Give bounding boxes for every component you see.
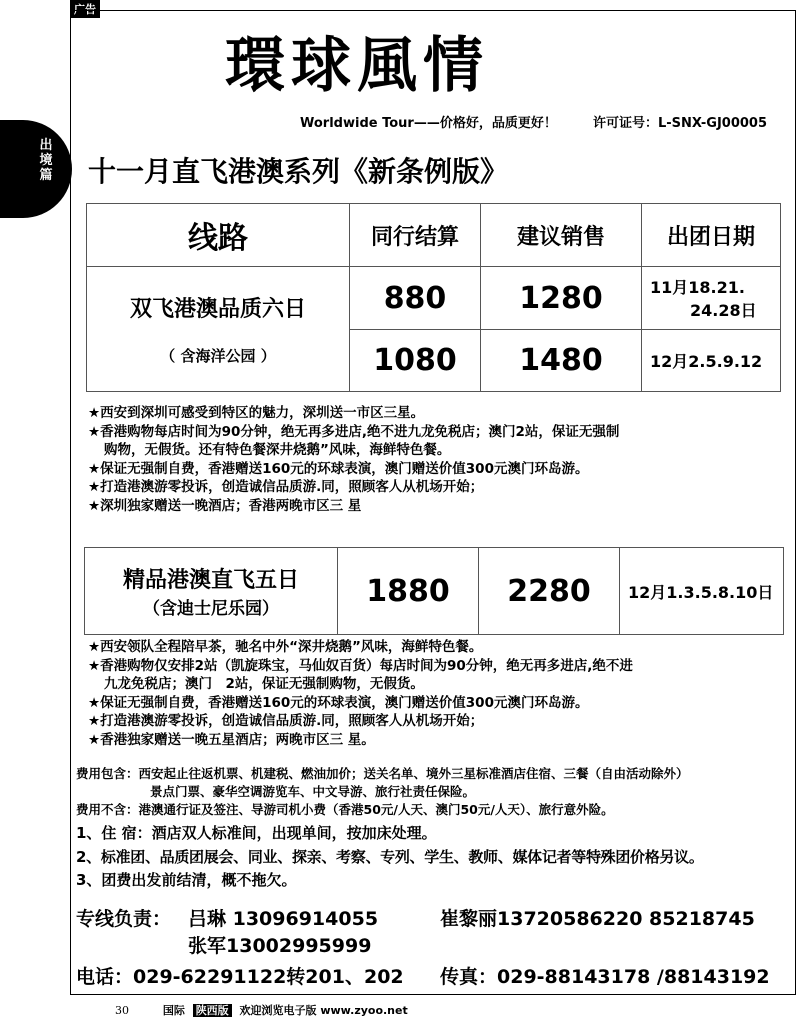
settle-price: 880 <box>350 267 481 330</box>
table-row <box>85 548 784 635</box>
list-item: ★西安领队全程陪早茶，驰名中外“深井烧鹅”风味，海鲜特色餐。 <box>88 639 483 655</box>
header-sale: 建议销售 <box>481 204 642 267</box>
fee-include: 费用包含：西安起止往返机票、机建税、燃油加价；送关名单、境外三星标准酒店住宿、三餐（自由活动除外） <box>76 766 689 781</box>
footer-site: 欢迎浏览电子版 www.zyoo.net <box>239 1004 408 1017</box>
contact-person: 吕琳 13096914055 <box>188 908 379 930</box>
departure-dates: 12月1.3.5.8.10日 <box>620 548 784 635</box>
route-name: 精品港澳直飞五日 <box>122 568 299 593</box>
list-item: ★西安到深圳可感受到特区的魅力，深圳送一市区三星。 <box>88 405 425 421</box>
fee-exclude: 费用不含：港澳通行证及签注、导游司机小费（香港50元/人天、澳门50元/人天）、旅行意外险。 <box>76 802 614 817</box>
price-table-five-day <box>84 547 784 635</box>
page-number: 30 <box>115 1004 129 1017</box>
list-item: 购物，无假货。还有特色餐深井烧鹅”风味，海鲜特色餐。 <box>104 442 451 458</box>
fee-details <box>76 765 689 819</box>
sale-price: 2280 <box>479 548 620 635</box>
price-table-six-day <box>86 203 781 392</box>
brand-logo-text: 環球風情 <box>225 31 489 101</box>
dates-line: 24.28日 <box>690 301 757 320</box>
list-item: 3、团费出发前结清，概不拖欠。 <box>76 871 297 889</box>
footer-section: 国际 <box>162 1004 185 1017</box>
section-tab <box>0 120 72 218</box>
list-item: ★香港购物每店时间为90分钟，绝无再多进店,绝不进九龙免税店；澳门2站，保证无强制 <box>88 423 620 440</box>
route-sub: （含迪士尼乐园） <box>143 599 279 619</box>
list-item: ★保证无强制自费，香港赠送160元的环球表演，澳门赠送价值300元澳门环岛游。 <box>88 694 589 711</box>
route-sub: （ 含海洋公园 ） <box>160 347 276 365</box>
notes-list <box>76 822 704 893</box>
list-item: ★保证无强制自费，香港赠送160元的环球表演，澳门赠送价值300元澳门环岛游。 <box>88 460 589 477</box>
sale-price: 1280 <box>481 267 642 330</box>
table-row <box>87 267 781 330</box>
sale-price: 1480 <box>481 330 642 392</box>
footer-edition: 陕西版 <box>193 1004 232 1017</box>
fee-include-cont: 景点门票、豪华空调游览车、中文导游、旅行社责任保险。 <box>150 784 476 799</box>
list-item: ★打造港澳游零投诉，创造诚信品质游.同，照顾客人从机场开始； <box>88 479 484 495</box>
dates-line: 12月2.5.9.12 <box>650 352 763 371</box>
route-name: 双飞港澳品质六日 <box>129 297 306 322</box>
feature-list-five-day <box>88 638 633 749</box>
phone-number: 电话：029-62291122转201、202 <box>76 966 404 988</box>
dates-line: 11月18.21. <box>650 278 745 297</box>
feature-list-six-day <box>88 404 619 515</box>
tagline: Worldwide Tour——价格好，品质更好！ <box>300 116 557 131</box>
page-title: 十一月直飞港澳系列《新条例版》 <box>88 155 509 188</box>
section-tab-label: 出境篇 <box>39 138 53 183</box>
departure-dates <box>642 330 781 392</box>
settle-price: 1880 <box>338 548 479 635</box>
list-item: ★香港独家赠送一晚五星酒店；两晚市区三 星。 <box>88 731 375 748</box>
list-item: ★香港购物仅安排2站（凯旋珠宝，马仙奴百货）每店时间为90分钟，绝无再多进店,绝不进 <box>88 657 633 674</box>
list-item: ★深圳独家赠送一晚酒店；香港两晚市区三 星 <box>88 497 362 514</box>
route-cell <box>87 267 350 392</box>
route-cell <box>85 548 338 635</box>
header-dates: 出团日期 <box>642 204 781 267</box>
list-item: 九龙免税店；澳门 2站，保证无强制购物，无假货。 <box>104 676 424 692</box>
license-number: 许可证号：L-SNX-GJ00005 <box>593 116 768 131</box>
contact-person: 张军13002995999 <box>188 935 372 957</box>
list-item: 1、住 宿：酒店双人标准间，出现单间，按加床处理。 <box>76 824 437 842</box>
departure-dates <box>642 267 781 330</box>
header-settle: 同行结算 <box>350 204 481 267</box>
list-item: 2、标准团、品质团展会、同业、探亲、考察、专列、学生、教师、媒体记者等特殊团价格另议。 <box>76 847 704 866</box>
settle-price: 1080 <box>350 330 481 392</box>
contact-person: 崔黎丽13720586220 85218745 <box>440 908 755 930</box>
header-route: 线路 <box>87 204 350 267</box>
contact-label: 专线负责： <box>76 908 172 930</box>
ad-label: 广告 <box>70 0 100 18</box>
fax-number: 传真：029-88143178 /88143192 <box>440 966 770 988</box>
list-item: ★打造港澳游零投诉，创造诚信品质游.同，照顾客人从机场开始； <box>88 713 484 729</box>
price-table-header <box>87 204 781 267</box>
